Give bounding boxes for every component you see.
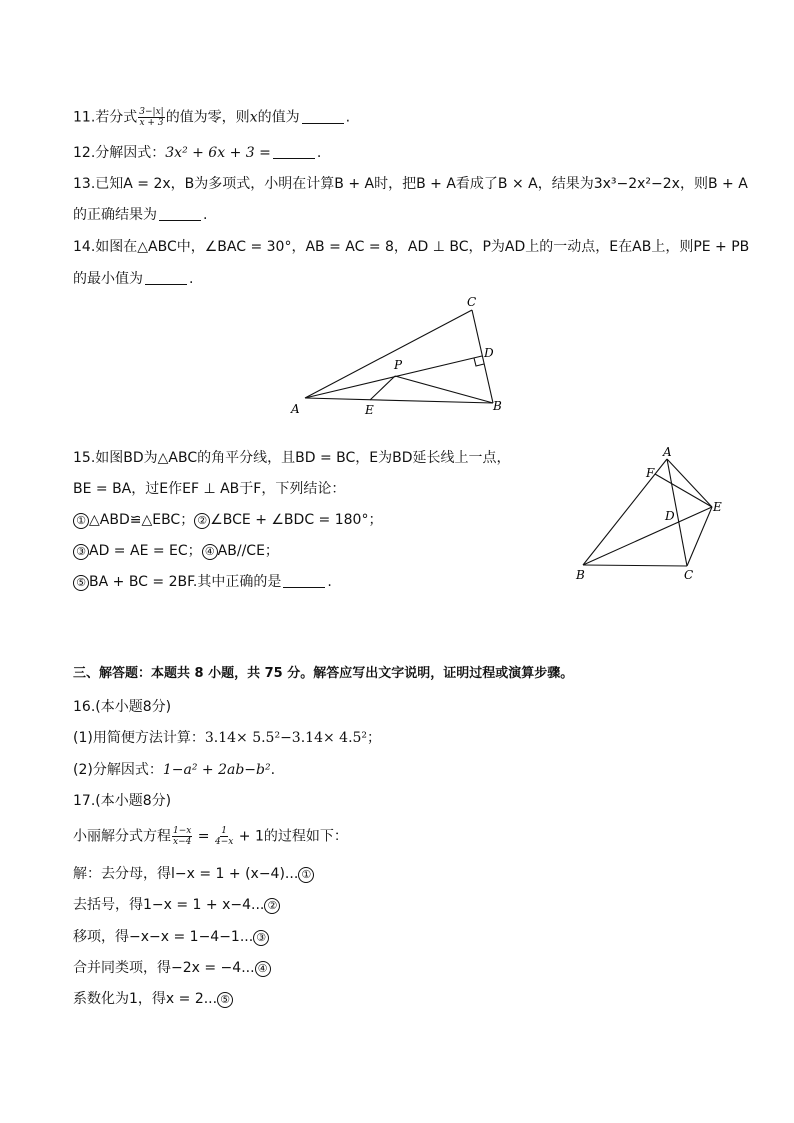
answer-blank: [145, 270, 187, 285]
right-angle-mark: [474, 358, 484, 366]
label-C: C: [684, 568, 694, 582]
figure-14-triangle: [285, 292, 515, 422]
question-11: 11.若分式 $\frac{3-|x|}{x + 3}$ 的值为零，则x的值为 .: [73, 107, 351, 128]
question-17-step2: 去括号，得1−x = 1 + x−4... ②: [73, 895, 280, 915]
question-16-title: 16.(本小题8分): [73, 699, 172, 715]
question-17-step5: 系数化为1，得x = 2... ⑤: [73, 989, 233, 1009]
answer-blank: [159, 206, 201, 221]
question-17-title: 17.(本小题8分): [73, 793, 172, 809]
label-D: D: [665, 509, 675, 523]
figure-15-triangle: [570, 440, 730, 590]
question-17-step3: 移项，得−x−x = 1−4−1... ③: [73, 927, 269, 947]
side-AC: [305, 310, 472, 398]
question-17-step4: 合并同类项，得−2x = −4... ④: [73, 958, 271, 978]
question-14-line1: 14.如图在△ABC中，∠BAC = 30°，AB = AC = 8，AD ⊥ BC，P为AD上的一动点，E在AB上，则PE + PB: [73, 239, 750, 255]
label-E: E: [713, 500, 722, 514]
answer-blank: [283, 573, 325, 588]
question-15-line1: 15.如图BD为△ABC的角平分线，且BD = BC，E为BD延长线上一点，: [73, 450, 511, 466]
label-A: A: [291, 402, 300, 416]
question-12: 12.分解因式：3x² + 6x + 3 = .: [73, 145, 322, 161]
label-P: P: [394, 358, 403, 372]
segment-CE: [687, 507, 712, 566]
fraction: $\frac{1-x}{x-4}$: [173, 826, 192, 847]
section-3-heading: 三、解答题：本题共 8 小题，共 75 分。解答应写出文字说明，证明过程或演算步骤。: [73, 666, 574, 681]
question-14-line2: 的最小值为 .: [73, 271, 194, 287]
side-AB: [305, 398, 493, 403]
answer-blank: [302, 109, 344, 124]
question-15-line4: ③ AD = AE = EC； ④ AB//CE；: [73, 541, 279, 561]
segment-PB: [395, 376, 493, 403]
label-A: A: [663, 445, 672, 459]
label-D: D: [484, 346, 494, 360]
label-C: C: [467, 295, 477, 309]
question-15-line3: ① △ABD≌△EBC； ② ∠BCE + ∠BDC = 180°；: [73, 510, 382, 530]
label-E: E: [365, 403, 374, 417]
question-15-line2: BE = BA，过E作EF ⊥ AB于F，下列结论：: [73, 481, 346, 497]
label-B: B: [576, 568, 585, 582]
answer-blank: [273, 144, 315, 159]
label-B: B: [493, 399, 502, 413]
question-13-line2: 的正确结果为 .: [73, 207, 208, 223]
side-AB: [583, 459, 667, 565]
question-13-line1: 13.已知A = 2x，B为多项式，小明在计算B + A时，把B + A看成了B × A，结果为3x³−2x²−2x，则B + A: [73, 176, 748, 192]
question-16-part1: (1)用简便方法计算：3.14× 5.5²−3.14× 4.5²；: [73, 730, 382, 746]
question-17-step1: 解：去分母，得l−x = 1 + (x−4)... ①: [73, 864, 314, 884]
segment-EF: [655, 474, 712, 507]
label-F: F: [646, 466, 655, 480]
segment-BE: [583, 507, 712, 565]
question-17-intro: 小丽解分式方程 $\frac{1-x}{x-4}$ = $\frac{1}{4-x}$ + 1的过程如下：: [73, 826, 348, 847]
side-BC: [583, 565, 687, 566]
fraction: $\frac{3-|x|}{x + 3}$: [139, 107, 164, 128]
question-15-line5: ⑤ BA + BC = 2BF.其中正确的是 .: [73, 572, 332, 592]
question-16-part2: (2)分解因式：1−a² + 2ab−b².: [73, 762, 276, 778]
segment-AE: [667, 459, 712, 507]
fraction: $\frac{1}{4-x}$: [214, 826, 234, 847]
